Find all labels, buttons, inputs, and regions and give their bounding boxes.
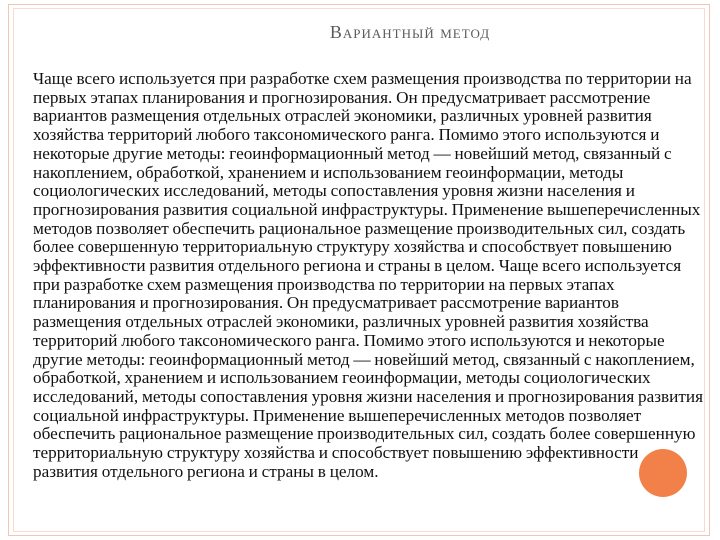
- slide-body: [33, 70, 705, 481]
- body-paragraph: Чаще всего используется при разработке схем размещения производства по территории на первых этапах планирования и прогнозирования. Он предусматривает рассмотрение вариантов размещения отдельных отраслей экономики, различных уровней развития хозяйства территорий любого таксономического ранга. Помимо этого используются и некоторые другие методы: геоинформационный метод — новейший метод, связанный с накоплением, обработкой, хранением и использованием геоинформации, методы социологических исследований, методы сопоставления уровня жизни населения и прогнозирования развития социальной инфраструктуры. Применение вышеперечисленных методов позволяет обеспечить рациональное размещение производительных сил, создать более совершенную территориальную структуру хозяйства и способствует повышению эффективности развития отдельного региона и страны в целом. Чаще всего используется при разработке схем размещения производства по территории на первых этапах планирования и прогнозирования. Он предусматривает рассмотрение вариантов размещения отдельных отраслей экономики, различных уровней развития хозяйства территорий любого таксономического ранга. Помимо этого используются и некоторые другие методы: геоинформационный метод — новейший метод, связанный с накоплением, обработкой, хранением и использованием геоинформации, методы социологических исследований, методы сопоставления уровня жизни населения и прогнозирования развития социальной инфраструктуры. Применение вышеперечисленных методов позволяет обеспечить рациональное размещение производительных сил, создать более совершенную территориальную структуру хозяйства и способствует повышению эффективности развития отдельного региона и страны в целом.: [33, 69, 703, 481]
- slide-title: Вариантный метод: [329, 22, 491, 42]
- accent-circle-decoration: [639, 449, 687, 497]
